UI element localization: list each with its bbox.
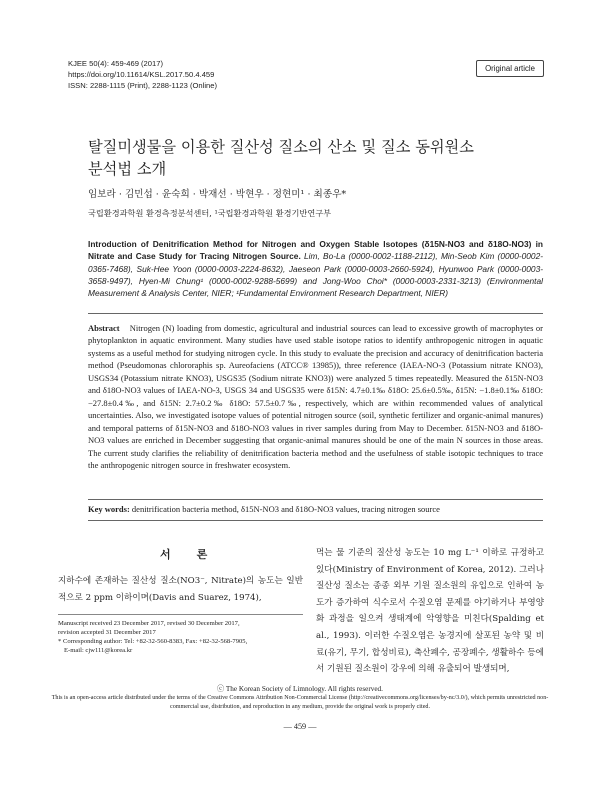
english-authors: Lim, Bo-La (0000-0002-1188-2112), Min-Seob Kim (0000-0002-0365-7468), Suk-Hee Yoon (0000-0003-2224-8632), Jaeseon Park (0000-0003-2660-5924), Hyunwoo Park (0000-0003-3658-9497), Hyen-Mi Chung¹ (0000-0002-9288-5699) and Jong-Woo Choi* (0000-0003-2331-3213) xyxy=(88,251,543,286)
keywords-bottom-rule xyxy=(88,520,543,521)
corresponding-author: * Corresponding author: Tel: +82-32-560-8383, Fax: +82-32-568-7905, xyxy=(58,637,248,645)
abstract-text: Nitrogen (N) loading from domestic, agricultural and industrial sources can lead to excessive growth of macrophytes or phytoplankton in aquatic environment. Many studies have used stable isotope ratios to identify anthropogenic nitrogen in aquatic systems as a useful method for studying nitrogen cycle. In this study to evaluate the precision and accuracy of denitrification bacteria method (Pseudomonas chlororaphis sp. Aureofaciens (ATCC® 13985)), three reference (IAEA-NO-3 (Potassium nitrate KNO3), USGS34 (Potassium nitrate KNO3), USGS35 (Sodium nitrate KNO3)) were analyzed 5 times repeatedly. Measured the δ15N-NO3 and δ18O-NO3 values of IAEA-NO-3, USGS 34 and USGS35 were δ15N: 4.7±0.1‰ δ18O: 25.6±0.5‰, δ15N: −1.8±0.1‰ δ18O: −27.8±0.4‰, and δ15N: 2.7±0.2‰ δ18O: 57.5±0.7‰, respectively, which are within recommended values of analytical uncertainties. Also, we investigated isotope values of potential nitrogen source (soil, synthetic fertilizer and organic-animal manures) and temporal patterns of δ15N-NO3 and δ18O-NO3 values in river samples during from May to December. δ15N-NO3 and δ18O-NO3 values are enriched in December suggesting that organic-animal manures should be one of the main N sources in those areas. The current study clarifies the reliability of denitrification bacteria method and the usefulness of stable isotopic techniques to trace the anthropogenic nitrogen source in freshwater ecosystem. xyxy=(88,323,544,470)
keywords-text: denitrification bacteria method, δ15N-NO3 and δ18O-NO3 values, tracing nitrogen source xyxy=(131,504,440,514)
keywords xyxy=(88,504,543,514)
article-type-badge: Original article xyxy=(476,60,544,77)
license-text: This is an open-access article distributed under the terms of the Creative Commons Attribution Non-Commercial License (http://creativecommons.org/licenses/by-nc/3.0/), which permits unrestricted non-commercial use, distribution, and reproduction in any medium, provide the original work is properly cited. xyxy=(51,695,549,710)
korean-affiliations: 국립환경과학원 환경측정분석센터, ¹국립환경과학원 환경기반연구부 xyxy=(88,208,332,218)
manuscript-received: Manuscript received 23 December 2017, revised 30 December 2017, xyxy=(58,620,240,627)
korean-title xyxy=(88,136,528,180)
page-number: ― 459 ― xyxy=(283,722,317,731)
abstract-label: Abstract xyxy=(88,323,120,333)
english-title-block xyxy=(88,238,543,299)
keywords-label: Key words: xyxy=(88,504,130,514)
journal-meta xyxy=(68,58,217,91)
doi-link[interactable]: https://doi.org/10.11614/KSL.2017.50.4.459 xyxy=(68,70,215,79)
manuscript-accepted: revision accepted 31 December 2017 xyxy=(58,628,156,636)
english-affiliations: (Environmental Measurement & Analysis Center, NIER; ¹Fundamental Environment Research Department, NIER) xyxy=(88,275,543,299)
korean-title-line-1: 탈질미생물을 이용한 질산성 질소의 산소 및 질소 동위원소 xyxy=(88,138,474,156)
footnote-rule xyxy=(58,614,303,615)
abstract xyxy=(88,322,543,471)
manuscript-notes xyxy=(58,620,308,656)
abstract-top-rule xyxy=(88,313,543,314)
english-title: Introduction of Denitrification Method for Nitrogen and Oxygen Stable Isotopes (δ15N-NO3 and δ18O-NO3) in Nitrate and Case Study for Tracing Nitrogen Source. xyxy=(88,239,543,262)
korean-title-line-2: 분석법 소개 xyxy=(88,160,167,178)
introduction-heading: 서론 xyxy=(160,548,234,561)
keywords-top-rule xyxy=(88,499,543,500)
intro-left-column: 지하수에 존재하는 질산성 질소(NO3⁻, Nitrate)의 농도는 일반적으로 2 ppm 이하이며(Davis and Suarez, 1974), xyxy=(58,576,303,603)
issn: ISSN: 2288-1115 (Print), 2288-1123 (Online) xyxy=(68,81,218,90)
copyright-line: ⓒ The Korean Society of Limnology. All rights reserved. xyxy=(217,685,383,693)
corresponding-email[interactable]: E-mail: cjw111@korea.kr xyxy=(64,646,133,654)
korean-authors: 임보라 · 김민섭 · 윤숙희 · 박재선 · 박현우 · 정현미¹ · 최종우* xyxy=(88,189,347,200)
journal-citation: KJEE 50(4): 459-469 (2017) xyxy=(68,59,163,68)
intro-right-column: 먹는 물 기준의 질산성 농도는 10 mg L⁻¹ 이하로 규정하고 있다(Ministry of Environment of Korea, 2012). 그러나 질산성 질소는 종종 외부 기원 질소원의 유입으로 인하여 농도가 증가하여 식수로서 수질오염 문제를 야기하거나 부영양화 과정을 일으켜 생태계에 악영향을 미친다(Spalding et al., 1993). 이러한 수질오염은 농경지에 살포된 농약 및 비료(유기, 무기, 합성비료), 축산폐수, 공장폐수, 생활하수 등에서 기원된 질소원이 강우에 의해 유출되어 발생되며, xyxy=(316,548,544,675)
